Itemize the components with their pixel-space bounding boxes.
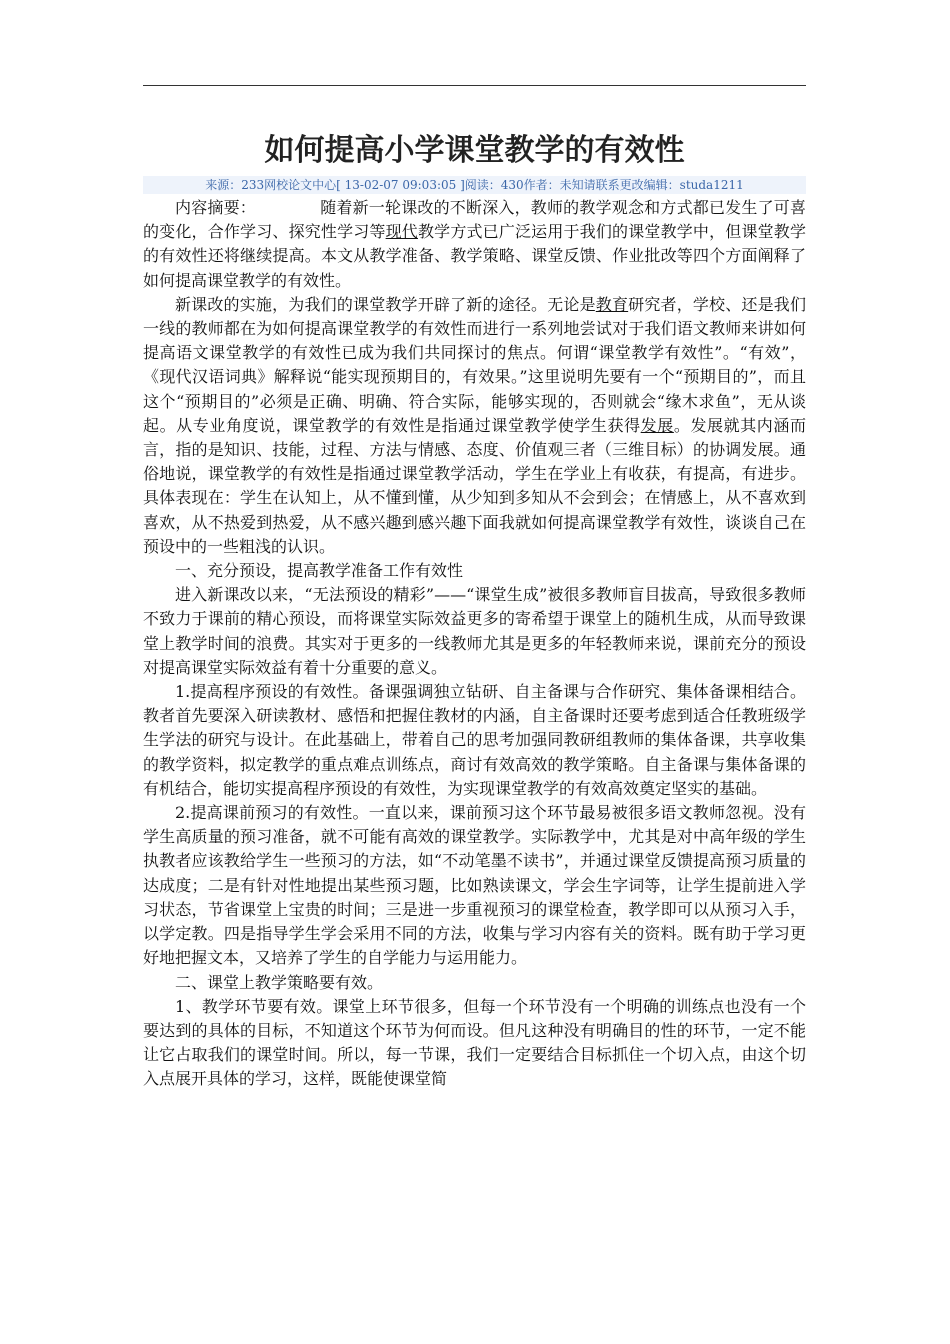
document-body [143,128,806,1092]
abstract-text-after: 教学方式已广泛运用于我们的课堂教学中，但课堂教学的有效性还将继续提高。本文从教学准备、教学策略、课堂反馈、作业批改等四个方面阐释了如何提高课堂教学的有效性。 [143,222,806,290]
intro-paragraph [143,293,806,559]
link-development[interactable]: 发展 [640,415,674,435]
section1-paragraph-3: 2.提高课前预习的有效性。一直以来，课前预习这个环节最易被很多语文教师忽视。没有学生高质量的预习准备，就不可能有高效的课堂教学。实际教学中，尤其是对中高年级的学生执教者应该教给学生一些预习的方法，如“不动笔墨不读书”，并通过课堂反馈提高预习质量的达成度；二是有针对性地提出某些预习题，比如熟读课文，学会生字词等，让学生提前进入学习状态，节省课堂上宝贵的时间；三是进一步重视预习的课堂检查，教学即可以从预习入手，以学定教。四是指导学生学会采用不同的方法，收集与学习内容有关的资料。既有助于学习更好地把握文本，又培养了学生的自学能力与运用能力。 [143,803,806,968]
section2-paragraph-1: 1、教学环节要有效。课堂上环节很多，但每一个环节没有一个明确的训练点也没有一个要达到的具体的目标，不知道这个环节为何而设。但凡这种没有明确目的性的环节，一定不能让它占取我们的课堂时间。所以，每一节课，我们一定要结合目标抓住一个切入点，由这个切入点展开具体的学习，这样，既能使课堂简 [143,996,806,1089]
section1-paragraph-2: 1.提高程序预设的有效性。备课强调独立钻研、自主备课与合作研究、集体备课相结合。教者首先要深入研读教材、感悟和把握住教材的内涵，自主备课时还要考虑到适合任教班级学生学法的研究与设计。在此基础上，带着自己的思考加强同教研组教师的集体备课，共享收集的教学资料，拟定教学的重点难点训练点，商讨有效高效的教学策略。自主备课与集体备课的有机结合，能切实提高程序预设的有效性，为实现课堂教学的有效高效奠定坚实的基础。 [143,682,806,798]
intro-text-2: 研究者，学校、还是我们一线的教师都在为如何提高课堂教学的有效性而进行一系列地尝试对于我们语文教师来讲如何提高语文课堂教学的有效性已成为我们共同探讨的焦点。何谓“课堂教学有效性”。“有效”，《现代汉语词典》解释说“能实现预期目的，有效果。”这里说明先要有一个“预期目的”，而且这个“预期目的”必须是正确、明确、符合实际，能够实现的，否则就会“缘木求鱼”，无从谈起。从专业角度说，课堂教学的有效性是指通过课堂教学使学生获得 [143,294,806,435]
link-modern[interactable]: 现代 [385,222,418,242]
section1-paragraph-1: 进入新课改以来，“无法预设的精彩”——“课堂生成”被很多教师盲目拔高，导致很多教师不致力于课前的精心预设，而将课堂实际效益更多的寄希望于课堂上的随机生成，从而导致课堂上教学时间的浪费。其实对于更多的一线教师尤其是更多的年轻教师来说，课前充分的预设对提高课堂实际效益有着十分重要的意义。 [143,585,806,677]
link-education[interactable]: 教育 [595,294,629,314]
abstract-paragraph [143,196,806,293]
section2-heading: 二、课堂上教学策略要有效。 [175,972,384,992]
top-rule [143,85,806,86]
section1-heading: 一、充分预设，提高教学准备工作有效性 [175,561,464,581]
abstract-label: 内容摘要： [175,198,256,217]
intro-text-1: 新课改的实施，为我们的课堂教学开辟了新的途径。无论是 [175,294,596,314]
abstract-text: 随着新一轮课改的不断深入，教师的教学观念和方式都已发生了可喜的变化，合作学习、探究性学习等 [143,198,806,242]
article-meta-bar: 来源：233网校论文中心[ 13-02-07 09:03:05 ]阅读：430作者：未知请联系更改编辑：studa1211 [143,176,806,194]
page-title: 如何提高小学课堂教学的有效性 [264,133,685,168]
intro-text-3: 。发展就其内涵而言，指的是知识、技能，过程、方法与情感、态度、价值观三者（三维目标）的协调发展。通俗地说，课堂教学的有效性是指通过课堂教学活动，学生在学业上有收获，有提高，有进步。具体表现在：学生在认知上，从不懂到懂，从少知到多知从不会到会；在情感上，从不喜欢到喜欢，从不热爱到热爱，从不感兴趣到感兴趣下面我就如何提高课堂教学有效性，谈谈自己在预设中的一些粗浅的认识。 [143,415,806,556]
